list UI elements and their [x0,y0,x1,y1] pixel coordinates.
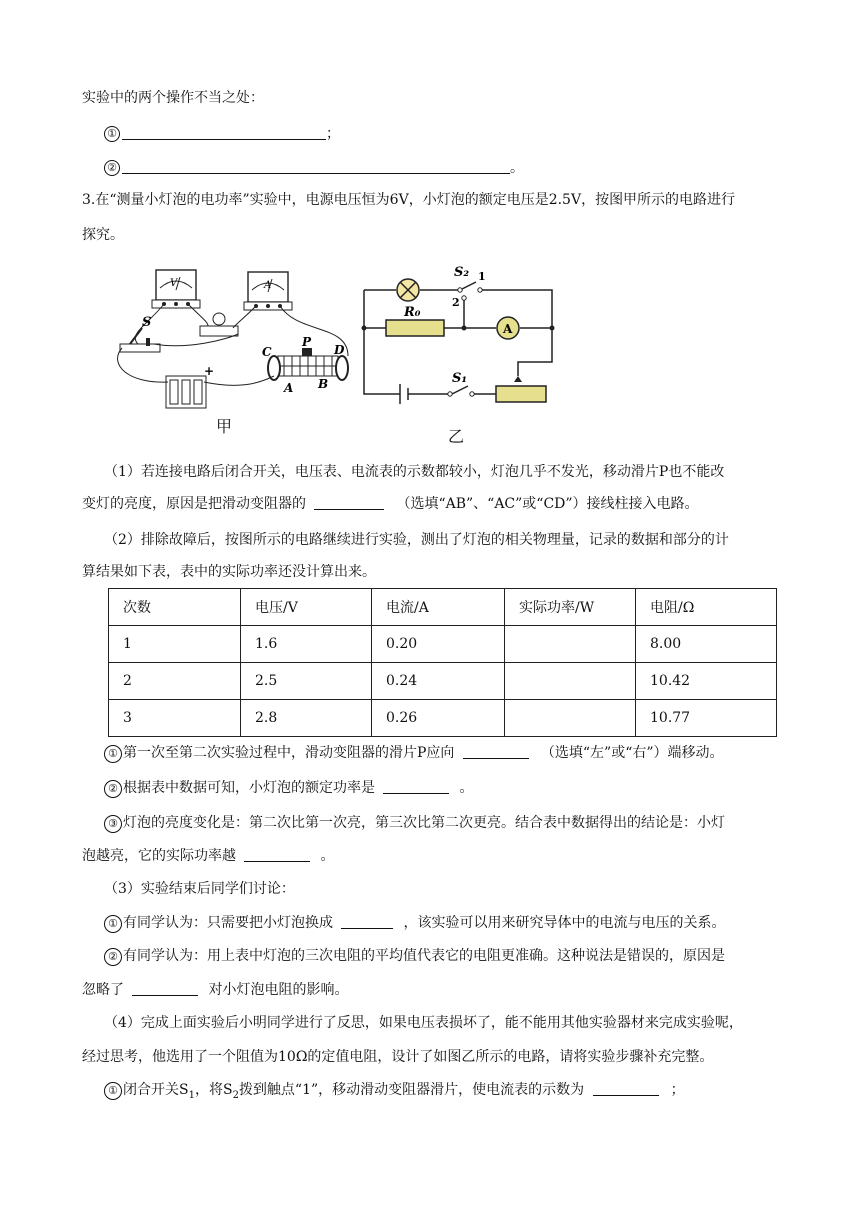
table-cell: 8.00 [636,626,777,663]
table-cell: 0.24 [372,663,505,700]
text: 泡越亮，它的实际功率越 [82,848,236,864]
answer-blank[interactable] [132,981,198,996]
p2-line-1: （2）排除故障后，按图所示的电路继续进行实验，测出了灯泡的相关物理量，记录的数据和部分的计 [104,532,729,548]
sub2-line [104,778,473,798]
text: ，将S [194,1082,233,1098]
contact-1-label: 1 [478,270,486,283]
answer-blank[interactable] [122,159,510,174]
resistor-r0 [386,320,444,336]
table-cell: 10.42 [636,663,777,700]
circled-number: ① [104,915,122,933]
circled-number: ② [104,948,122,966]
table-cell: 0.26 [372,700,505,737]
text: 有同学认为：用上表中灯泡的三次电阻的平均值代表它的电阻更准确。这种说法是错误的，原因是 [123,948,725,964]
table-row [109,700,777,737]
text: 灯泡的亮度变化是：第二次比第一次亮，第三次比第二次更亮。结合表中数据得出的结论是：小灯 [123,815,725,831]
rheostat [496,386,546,402]
data-table [108,588,777,737]
figure-jia-circuit [108,264,358,414]
p4-line-2: 经过思考，他选用了一个阻值为10Ω的定值电阻，设计了如图乙所示的电路，请将实验步骤补充完整。 [82,1049,714,1065]
slider-p-label: P [302,335,312,349]
p1-line-1: （1）若连接电路后闭合开关，电压表、电流表的示数都较小，灯泡几乎不发光，移动滑片P也不能改 [104,464,725,480]
p1-line-2 [82,494,699,514]
table-cell[interactable] [505,626,636,663]
table-header: 电阻/Ω [636,589,777,626]
text: 忽略了 [82,982,124,998]
intro-line: 实验中的两个操作不当之处： [82,90,264,106]
answer-blank[interactable] [341,914,393,929]
contact-2-label: 2 [452,296,460,309]
q3-stem-1: 3.在“测量小灯泡的电功率”实验中，电源电压恒为6V，小灯泡的额定电压是2.5V，按图甲所示的电路进行 [82,192,736,208]
voltmeter-label: V [170,278,178,289]
table-row [109,626,777,663]
ammeter-label: A [264,280,272,291]
circled-number: ② [104,160,120,176]
table-cell[interactable] [505,663,636,700]
f1-line [104,1080,685,1106]
punct: 。 [510,160,524,176]
figure-yi-circuit [356,262,576,412]
circled-number: ① [104,1082,122,1100]
terminal-a-label: A [284,381,294,395]
text: 根据表中数据可知，小灯泡的额定功率是 [123,780,375,796]
plus-label: + [204,364,215,378]
circled-number: ③ [104,815,122,833]
table-cell: 10.77 [636,700,777,737]
table-cell: 2.5 [241,663,372,700]
figure-jia-label: 甲 [216,417,233,436]
text: 有同学认为：只需要把小灯泡换成 [123,915,333,931]
t2-line-1 [104,946,725,966]
subscript: 2 [232,1089,239,1101]
sub3-line-2 [82,846,334,866]
text: ； [670,1082,685,1098]
table-header: 电流/A [372,589,505,626]
table-header-row [109,589,777,626]
s2-label: S₂ [454,265,470,280]
answer-blank[interactable] [383,779,449,794]
t1-line [104,913,725,933]
circled-number: ① [104,126,120,142]
p4-line-1: （4）完成上面实验后小明同学进行了反思，如果电压表损坏了，能不能用其他实验器材来完成实验呢， [104,1015,743,1031]
s1-label: S₁ [452,371,468,386]
answer-blank[interactable] [463,744,529,759]
sub1-line [104,743,724,763]
q3-stem-2: 探究。 [82,227,124,243]
table-cell: 1.6 [241,626,372,663]
sub3-line-1 [104,813,725,833]
table-row [109,663,777,700]
table-cell[interactable] [505,700,636,737]
ammeter-symbol-label: A [503,322,513,336]
text: 对小灯泡电阻的影响。 [208,982,349,998]
text: 第一次至第二次实验过程中，滑动变阻器的滑片P应向 [123,745,455,761]
table-header: 实际功率/W [505,589,636,626]
answer-blank[interactable] [593,1081,659,1096]
text: 。 [320,848,335,864]
circled-number: ② [104,780,122,798]
p3-line: （3）实验结束后同学们讨论： [104,881,295,897]
table-cell: 0.20 [372,626,505,663]
text: 闭合开关S [123,1082,189,1098]
text: （选填“左”或“右”）端移动。 [540,745,724,761]
text: （选填“AB”、“AC”或“CD”）接线柱接入电路。 [396,496,699,512]
table-header: 电压/V [241,589,372,626]
figure-yi-label: 乙 [448,427,465,446]
text: 。 [459,780,474,796]
table-header: 次数 [109,589,241,626]
table-cell: 3 [109,700,241,737]
answer-line-1 [104,124,340,144]
circled-number: ① [104,745,122,763]
r0-label: R₀ [404,305,421,320]
t2-line-2 [82,980,348,1000]
table-cell: 1 [109,626,241,663]
answer-blank[interactable] [122,125,326,140]
terminal-b-label: B [318,377,329,391]
table-cell: 2.8 [241,700,372,737]
answer-blank[interactable] [314,495,384,510]
terminal-d-label: D [334,343,345,357]
answer-line-2 [104,158,524,178]
punct: ； [326,126,340,142]
answer-blank[interactable] [244,847,310,862]
text: ，该实验可以用来研究导体中的电流与电压的关系。 [403,915,726,931]
subscript: 1 [188,1089,195,1101]
text: 拨到触点“1”，移动滑动变阻器滑片，使电流表的示数为 [238,1082,585,1098]
text: 变灯的亮度，原因是把滑动变阻器的 [82,496,306,512]
p2-line-2: 算结果如下表，表中的实际功率还没计算出来。 [82,564,376,580]
table-cell: 2 [109,663,241,700]
terminal-c-label: C [262,345,272,359]
switch-label: S [142,315,152,330]
